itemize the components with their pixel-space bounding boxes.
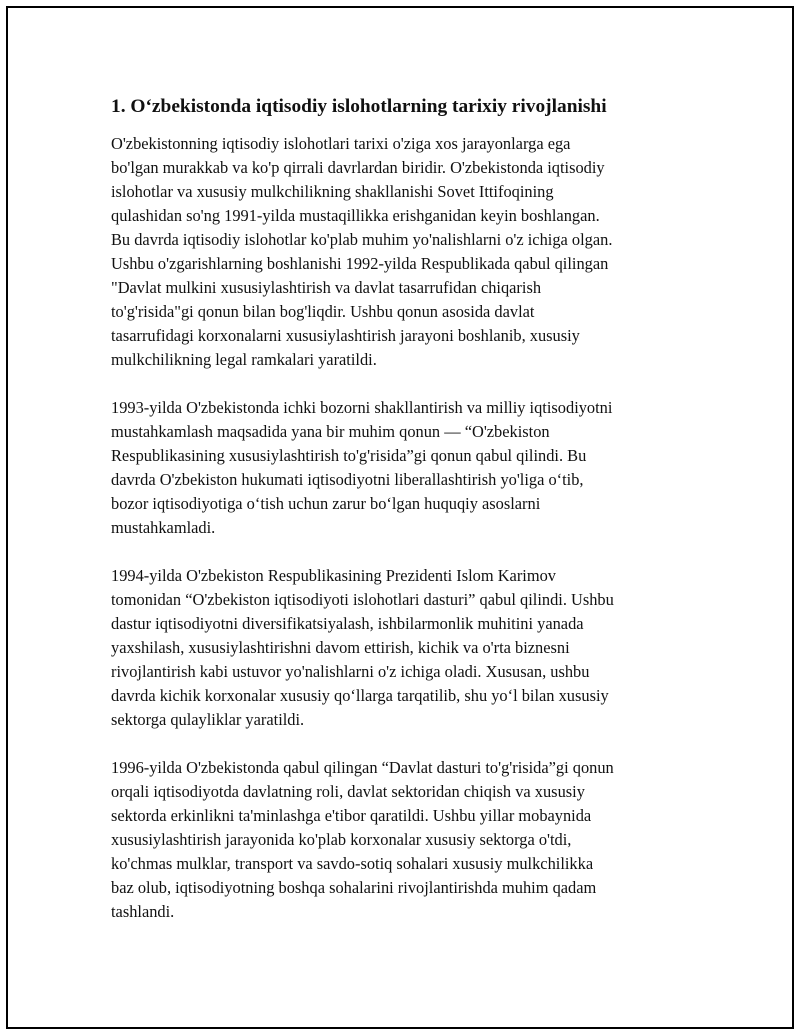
paragraph-line: sektorda erkinlikni ta'minlashga e'tibor qaratildi. Ushbu yillar mobaynida <box>111 806 592 825</box>
paragraph-line: baz olub, iqtisodiyotning boshqa sohalarini rivojlantirishda muhim qadam <box>111 878 597 897</box>
paragraph-line: tashlandi. <box>111 902 175 921</box>
paragraph-line: ko'chmas mulklar, transport va savdo-sotiq sohalari xususiy mulkchilikka <box>111 854 594 873</box>
paragraph-line: sektorga qulayliklar yaratildi. <box>111 710 305 729</box>
paragraph-4 <box>111 756 701 924</box>
paragraph-line: Ushbu o'zgarishlarning boshlanishi 1992-yilda Respublikada qabul qilingan <box>111 254 609 273</box>
paragraph-line: Bu davrda iqtisodiy islohotlar ko'plab muhim yo'nalishlarni o'z ichiga olgan. <box>111 230 613 249</box>
paragraph-line: O'zbekistonning iqtisodiy islohotlari tarixi o'ziga xos jarayonlarga ega <box>111 134 571 153</box>
document-body <box>111 93 701 948</box>
paragraph-line: bo'lgan murakkab va ko'p qirrali davrlardan biridir. O'zbekistonda iqtisodiy <box>111 158 605 177</box>
paragraph-line: tomonidan “O'zbekiston iqtisodiyoti islohotlari dasturi” qabul qilindi. Ushbu <box>111 590 614 609</box>
paragraph-line: mulkchilikning legal ramkalari yaratildi. <box>111 350 377 369</box>
paragraph-3 <box>111 564 701 732</box>
paragraph-line: to'g'risida"gi qonun bilan bog'liqdir. Ushbu qonun asosida davlat <box>111 302 535 321</box>
paragraph-line: xususiylashtirish jarayonida ko'plab korxonalar xususiy sektorga o'tdi, <box>111 830 572 849</box>
document-title: 1. O‘zbekistonda iqtisodiy islohotlarning tarixiy rivojlanishi <box>111 96 607 117</box>
paragraph-line: bozor iqtisodiyotiga o‘tish uchun zarur bo‘lgan huquqiy asoslarni <box>111 494 541 513</box>
paragraph-line: mustahkamlash maqsadida yana bir muhim qonun — “O'zbekiston <box>111 422 550 441</box>
paragraph-line: islohotlar va xususiy mulkchilikning shakllanishi Sovet Ittifoqining <box>111 182 554 201</box>
paragraph-1 <box>111 132 701 372</box>
paragraph-line: rivojlantirish kabi ustuvor yo'nalishlarni o'z ichiga oladi. Xususan, ushbu <box>111 662 590 681</box>
paragraph-line: davrda kichik korxonalar xususiy qo‘llarga tarqatilib, shu yo‘l bilan xususiy <box>111 686 609 705</box>
paragraph-line: 1993-yilda O'zbekistonda ichki bozorni shakllantirish va milliy iqtisodiyotni <box>111 398 613 417</box>
paragraph-line: qulashidan so'ng 1991-yilda mustaqillikka erishganidan keyin boshlangan. <box>111 206 600 225</box>
paragraph-line: yaxshilash, xususiylashtirishni davom ettirish, kichik va o'rta biznesni <box>111 638 570 657</box>
paragraph-line: "Davlat mulkini xususiylashtirish va davlat tasarrufidan chiqarish <box>111 278 542 297</box>
paragraph-line: 1996-yilda O'zbekistonda qabul qilingan “Davlat dasturi to'g'risida”gi qonun <box>111 758 614 777</box>
paragraph-line: davrda O'zbekiston hukumati iqtisodiyotni liberallashtirish yo'liga o‘tib, <box>111 470 584 489</box>
paragraph-line: orqali iqtisodiyotda davlatning roli, davlat sektoridan chiqish va xususiy <box>111 782 585 801</box>
paragraph-line: mustahkamladi. <box>111 518 216 537</box>
paragraph-2 <box>111 396 701 540</box>
paragraph-line: dastur iqtisodiyotni diversifikatsiyalash, ishbilarmonlik muhitini yanada <box>111 614 584 633</box>
paragraph-line: 1994-yilda O'zbekiston Respublikasining Prezidenti Islom Karimov <box>111 566 556 585</box>
paragraph-line: Respublikasining xususiylashtirish to'g'risida”gi qonun qabul qilindi. Bu <box>111 446 587 465</box>
paragraph-line: tasarrufidagi korxonalarni xususiylashtirish jarayoni boshlanib, xususiy <box>111 326 580 345</box>
